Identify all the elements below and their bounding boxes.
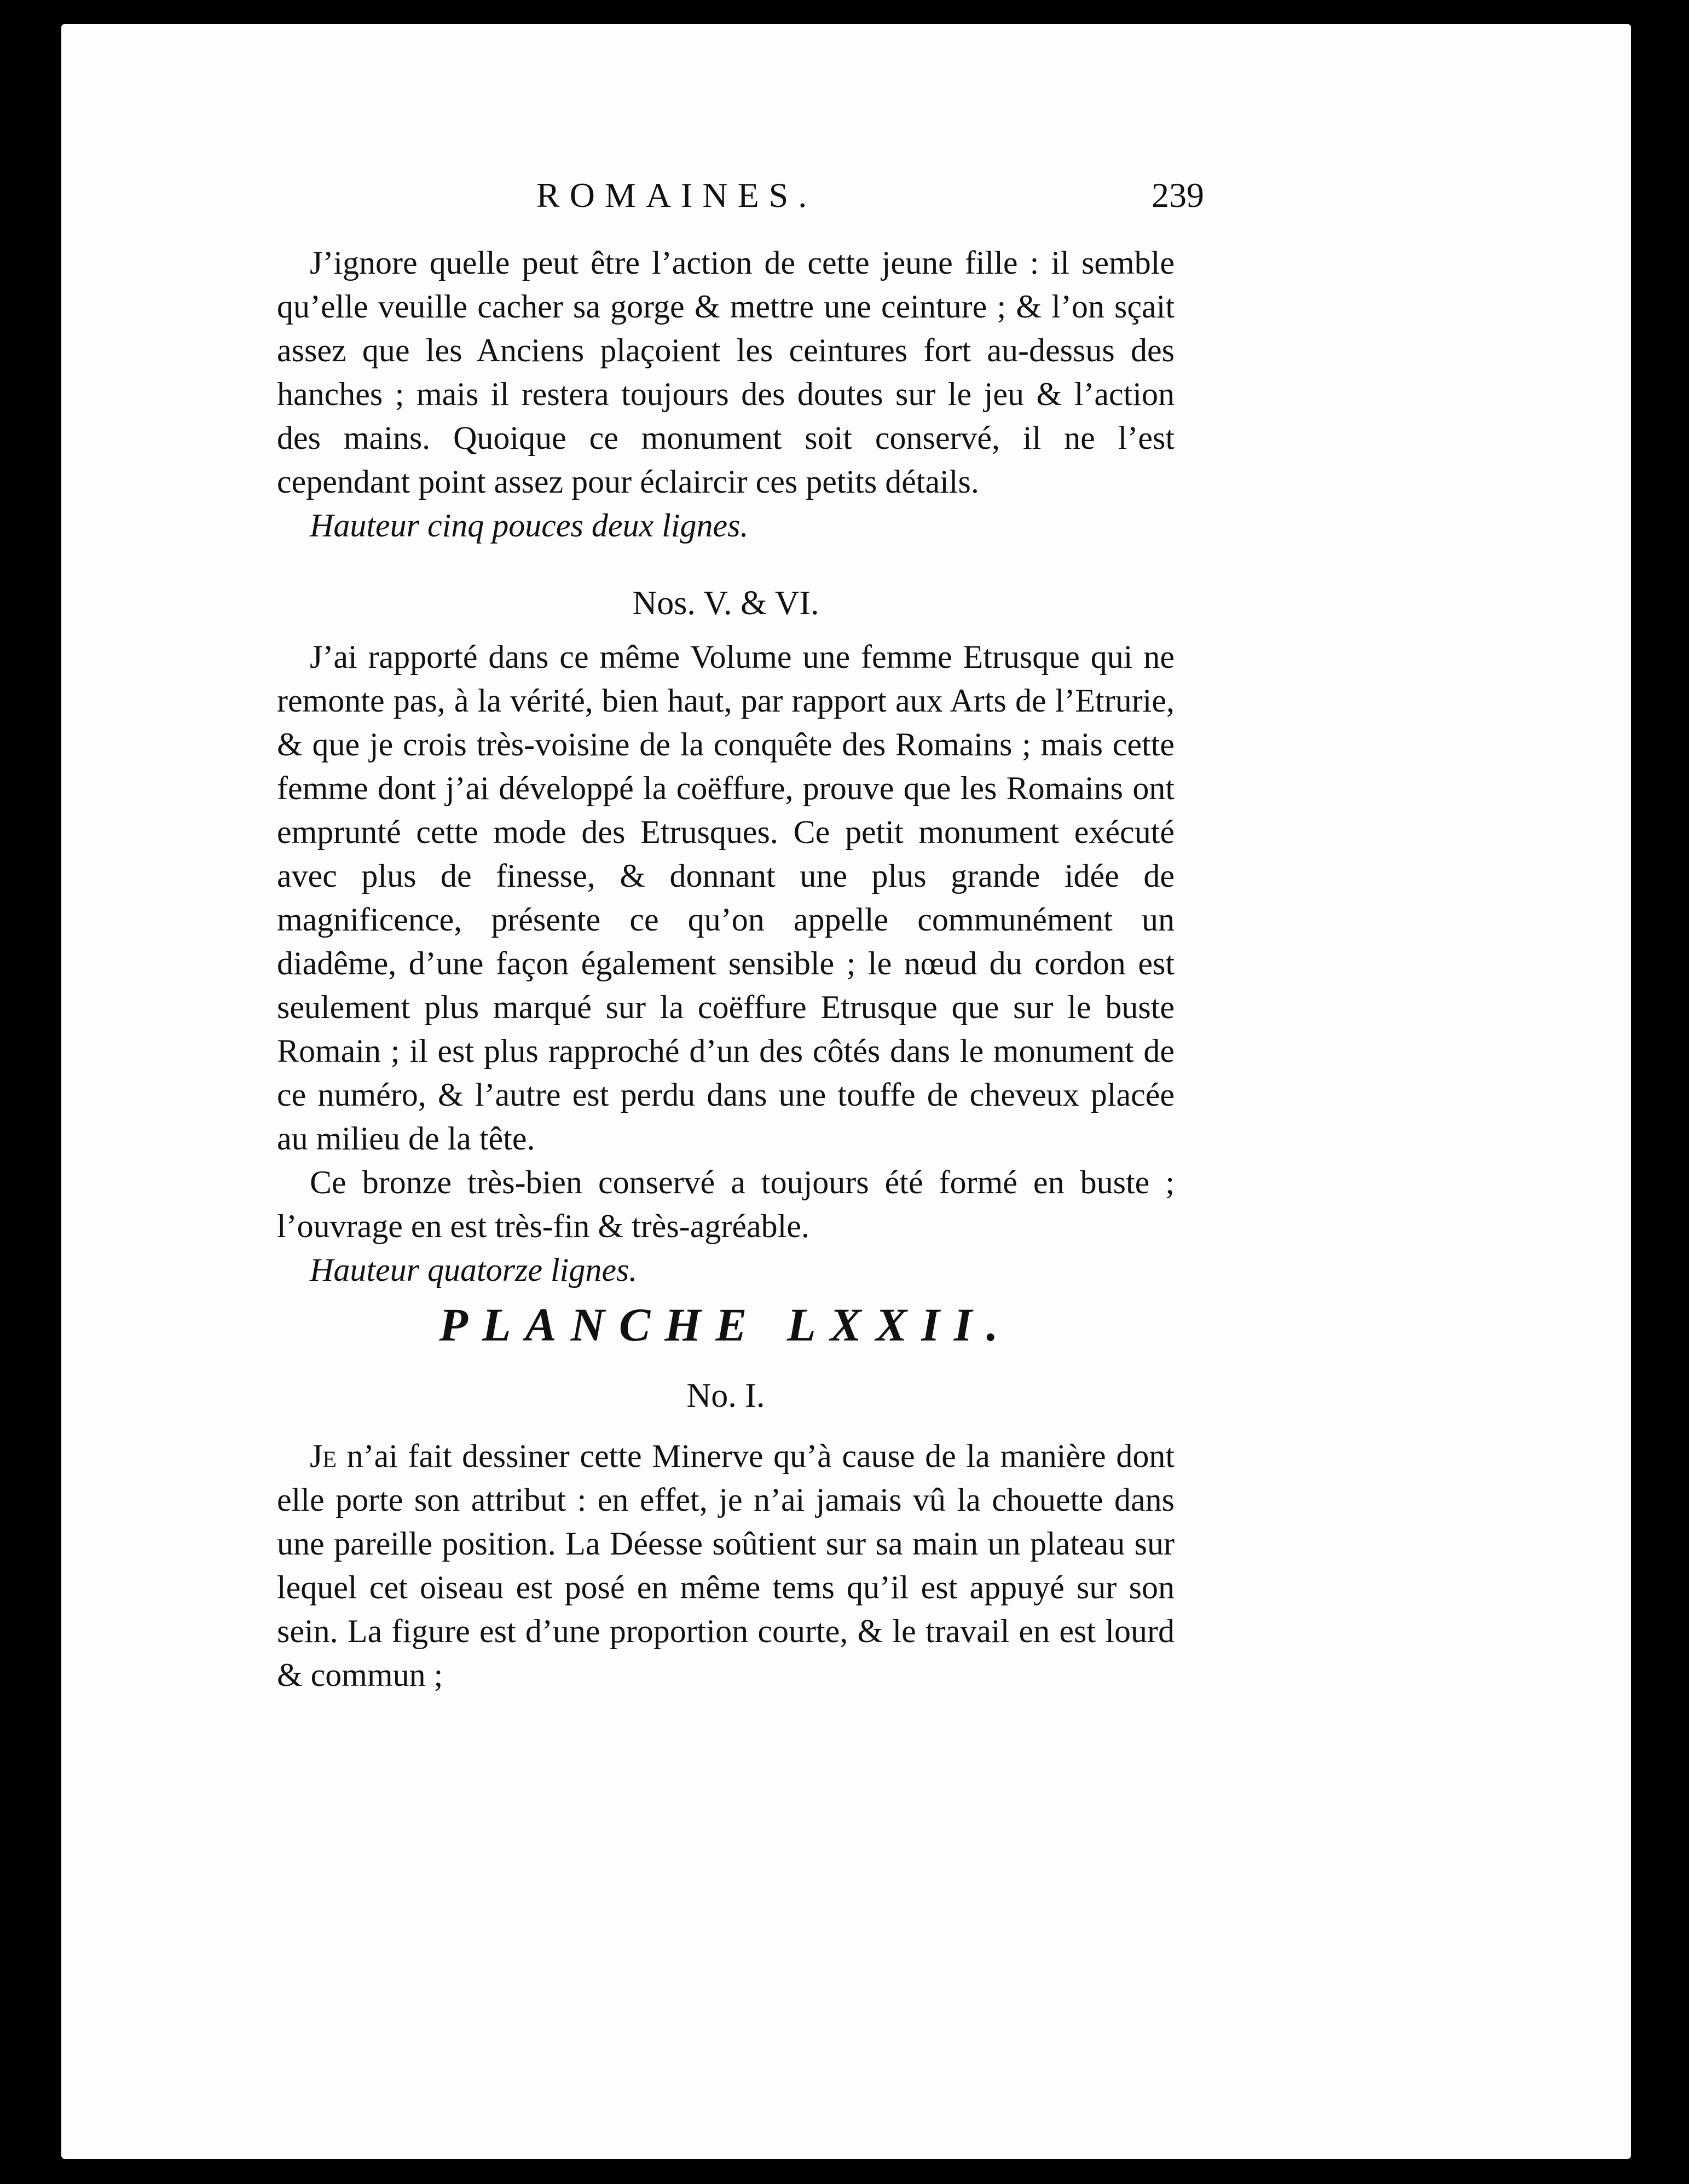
paragraph-4-lead: Je	[310, 1438, 337, 1474]
text-block-5	[277, 1374, 1175, 1418]
text-block-2	[277, 581, 1175, 625]
text-block-1	[277, 241, 1175, 547]
page-number: 239	[1152, 176, 1204, 215]
paragraph-4-body: n’ai fait dessiner cette Minerve qu’à cause de la manière dont elle porte son attribut : en effet, je n’ai jamais vû la chouette dans une pareille position. La Déesse soûtient sur sa main un plateau sur lequel cet oiseau est posé en même tems qu’il est appuyé sur son sein. La figure est d’une proportion courte, & le travail en est lourd & commun ;	[277, 1438, 1175, 1693]
measurement-2: Hauteur quatorze lignes.	[310, 1252, 638, 1288]
text-block-3	[277, 635, 1175, 1292]
measurement-1: Hauteur cinq pouces deux lignes.	[310, 507, 749, 544]
running-head: ROMAINES.	[536, 176, 817, 215]
text-block-6	[277, 1434, 1175, 1697]
section-heading-2: No. I.	[686, 1377, 765, 1414]
plate-title: PLANCHE LXXII.	[439, 1298, 1013, 1351]
paragraph-1: J’ignore quelle peut être l’action de cette jeune fille : il semble qu’elle veuille cacher sa gorge & mettre une ceinture ; & l’on sçait assez que les Anciens plaçoient les ceintures fort au-dessus des hanches ; mais il restera toujours des doutes sur le jeu & l’action des mains. Quoique ce monument soit conservé, il ne l’est cependant point assez pour éclaircir ces petits détails.	[277, 245, 1175, 500]
paragraph-3: Ce bronze très-bien conservé a toujours été formé en buste ; l’ouvrage en est très-fin & très-agréable.	[277, 1164, 1175, 1244]
section-heading-1: Nos. V. & VI.	[632, 585, 819, 622]
text-block-4	[277, 1298, 1175, 1351]
paragraph-2: J’ai rapporté dans ce même Volume une femme Etrusque qui ne remonte pas, à la vérité, bien haut, par rapport aux Arts de l’Etrurie, & que je crois très-voisine de la conquête des Romains ; mais cette femme dont j’ai développé la coëffure, prouve que les Romains ont emprunté cette mode des Etrusques. Ce petit monument exécuté avec plus de finesse, & donnant une plus grande idée de magnificence, présente ce qu’on appelle communément un diadême, d’une façon également sensible ; le nœud du cordon est seulement plus marqué sur la coëffure Etrusque que sur le buste Romain ; il est plus rapproché d’un des côtés dans le monument de ce numéro, & l’autre est perdu dans une touffe de cheveux placée au milieu de la tête.	[277, 639, 1175, 1157]
paragraph-4	[277, 1434, 1175, 1697]
page-header	[536, 175, 1204, 224]
